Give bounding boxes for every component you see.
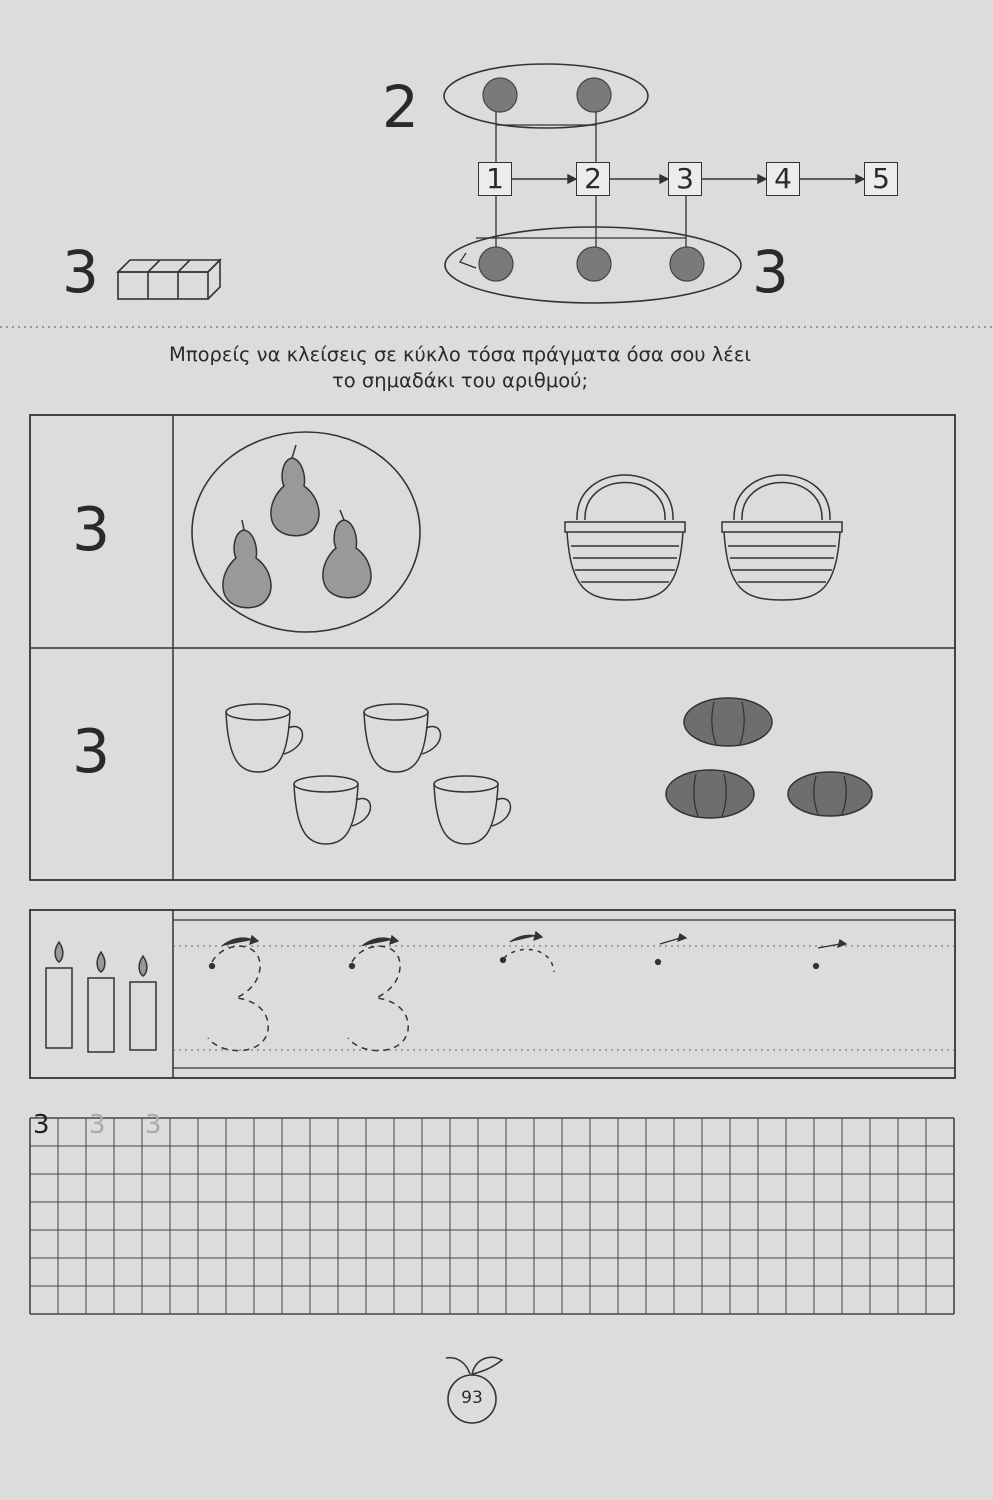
dot-icon	[670, 247, 704, 281]
dot-icon	[577, 78, 611, 112]
tracing-strip	[0, 900, 993, 1080]
three-cubes-icon	[118, 260, 220, 299]
pear-icon	[223, 520, 271, 608]
instruction-text	[60, 342, 860, 394]
stroke-direction-arrows	[210, 932, 847, 969]
sequence-box: 5	[864, 162, 898, 196]
sequence-box: 2	[576, 162, 610, 196]
basket-icon	[722, 475, 842, 600]
bun-icon	[666, 770, 754, 818]
dot-icon	[483, 78, 517, 112]
cup-icon	[294, 776, 371, 844]
instruction-line-2: το σημαδάκι του αριθμού;	[331, 369, 589, 392]
basket-icon	[565, 475, 685, 600]
pear-icon	[271, 445, 319, 536]
candles-icon	[46, 942, 156, 1052]
row-number: 3	[72, 495, 111, 565]
grid-digit: 3	[33, 1110, 50, 1140]
pear-icon	[323, 510, 371, 598]
exercise-table	[0, 400, 993, 900]
page-number: 93	[461, 1388, 483, 1408]
bun-icon	[788, 772, 872, 816]
bun-icon	[684, 698, 772, 746]
grid-traced-digit: 3	[145, 1110, 162, 1140]
row-number: 3	[72, 717, 111, 787]
dot-icon	[479, 247, 513, 281]
count-three-right-label: 3	[752, 238, 789, 306]
sequence-box: 1	[478, 162, 512, 196]
traced-three-icon	[208, 946, 268, 1050]
cup-icon	[226, 704, 303, 772]
cup-icon	[364, 704, 441, 772]
apple-icon	[432, 1342, 512, 1432]
dot-icon	[577, 247, 611, 281]
sequence-box: 4	[766, 162, 800, 196]
partial-three-icon	[504, 949, 554, 972]
cup-icon	[434, 776, 511, 844]
traced-three-icon	[348, 946, 408, 1050]
grid-traced-digit: 3	[89, 1110, 106, 1140]
instruction-line-1: Μπορείς να κλείσεις σε κύκλο τόσα πράγματα όσα σου λέει	[169, 343, 751, 366]
count-two-label: 2	[382, 73, 419, 141]
count-three-label: 3	[62, 238, 99, 306]
sequence-box: 3	[668, 162, 702, 196]
two-dots-oval	[444, 64, 648, 128]
